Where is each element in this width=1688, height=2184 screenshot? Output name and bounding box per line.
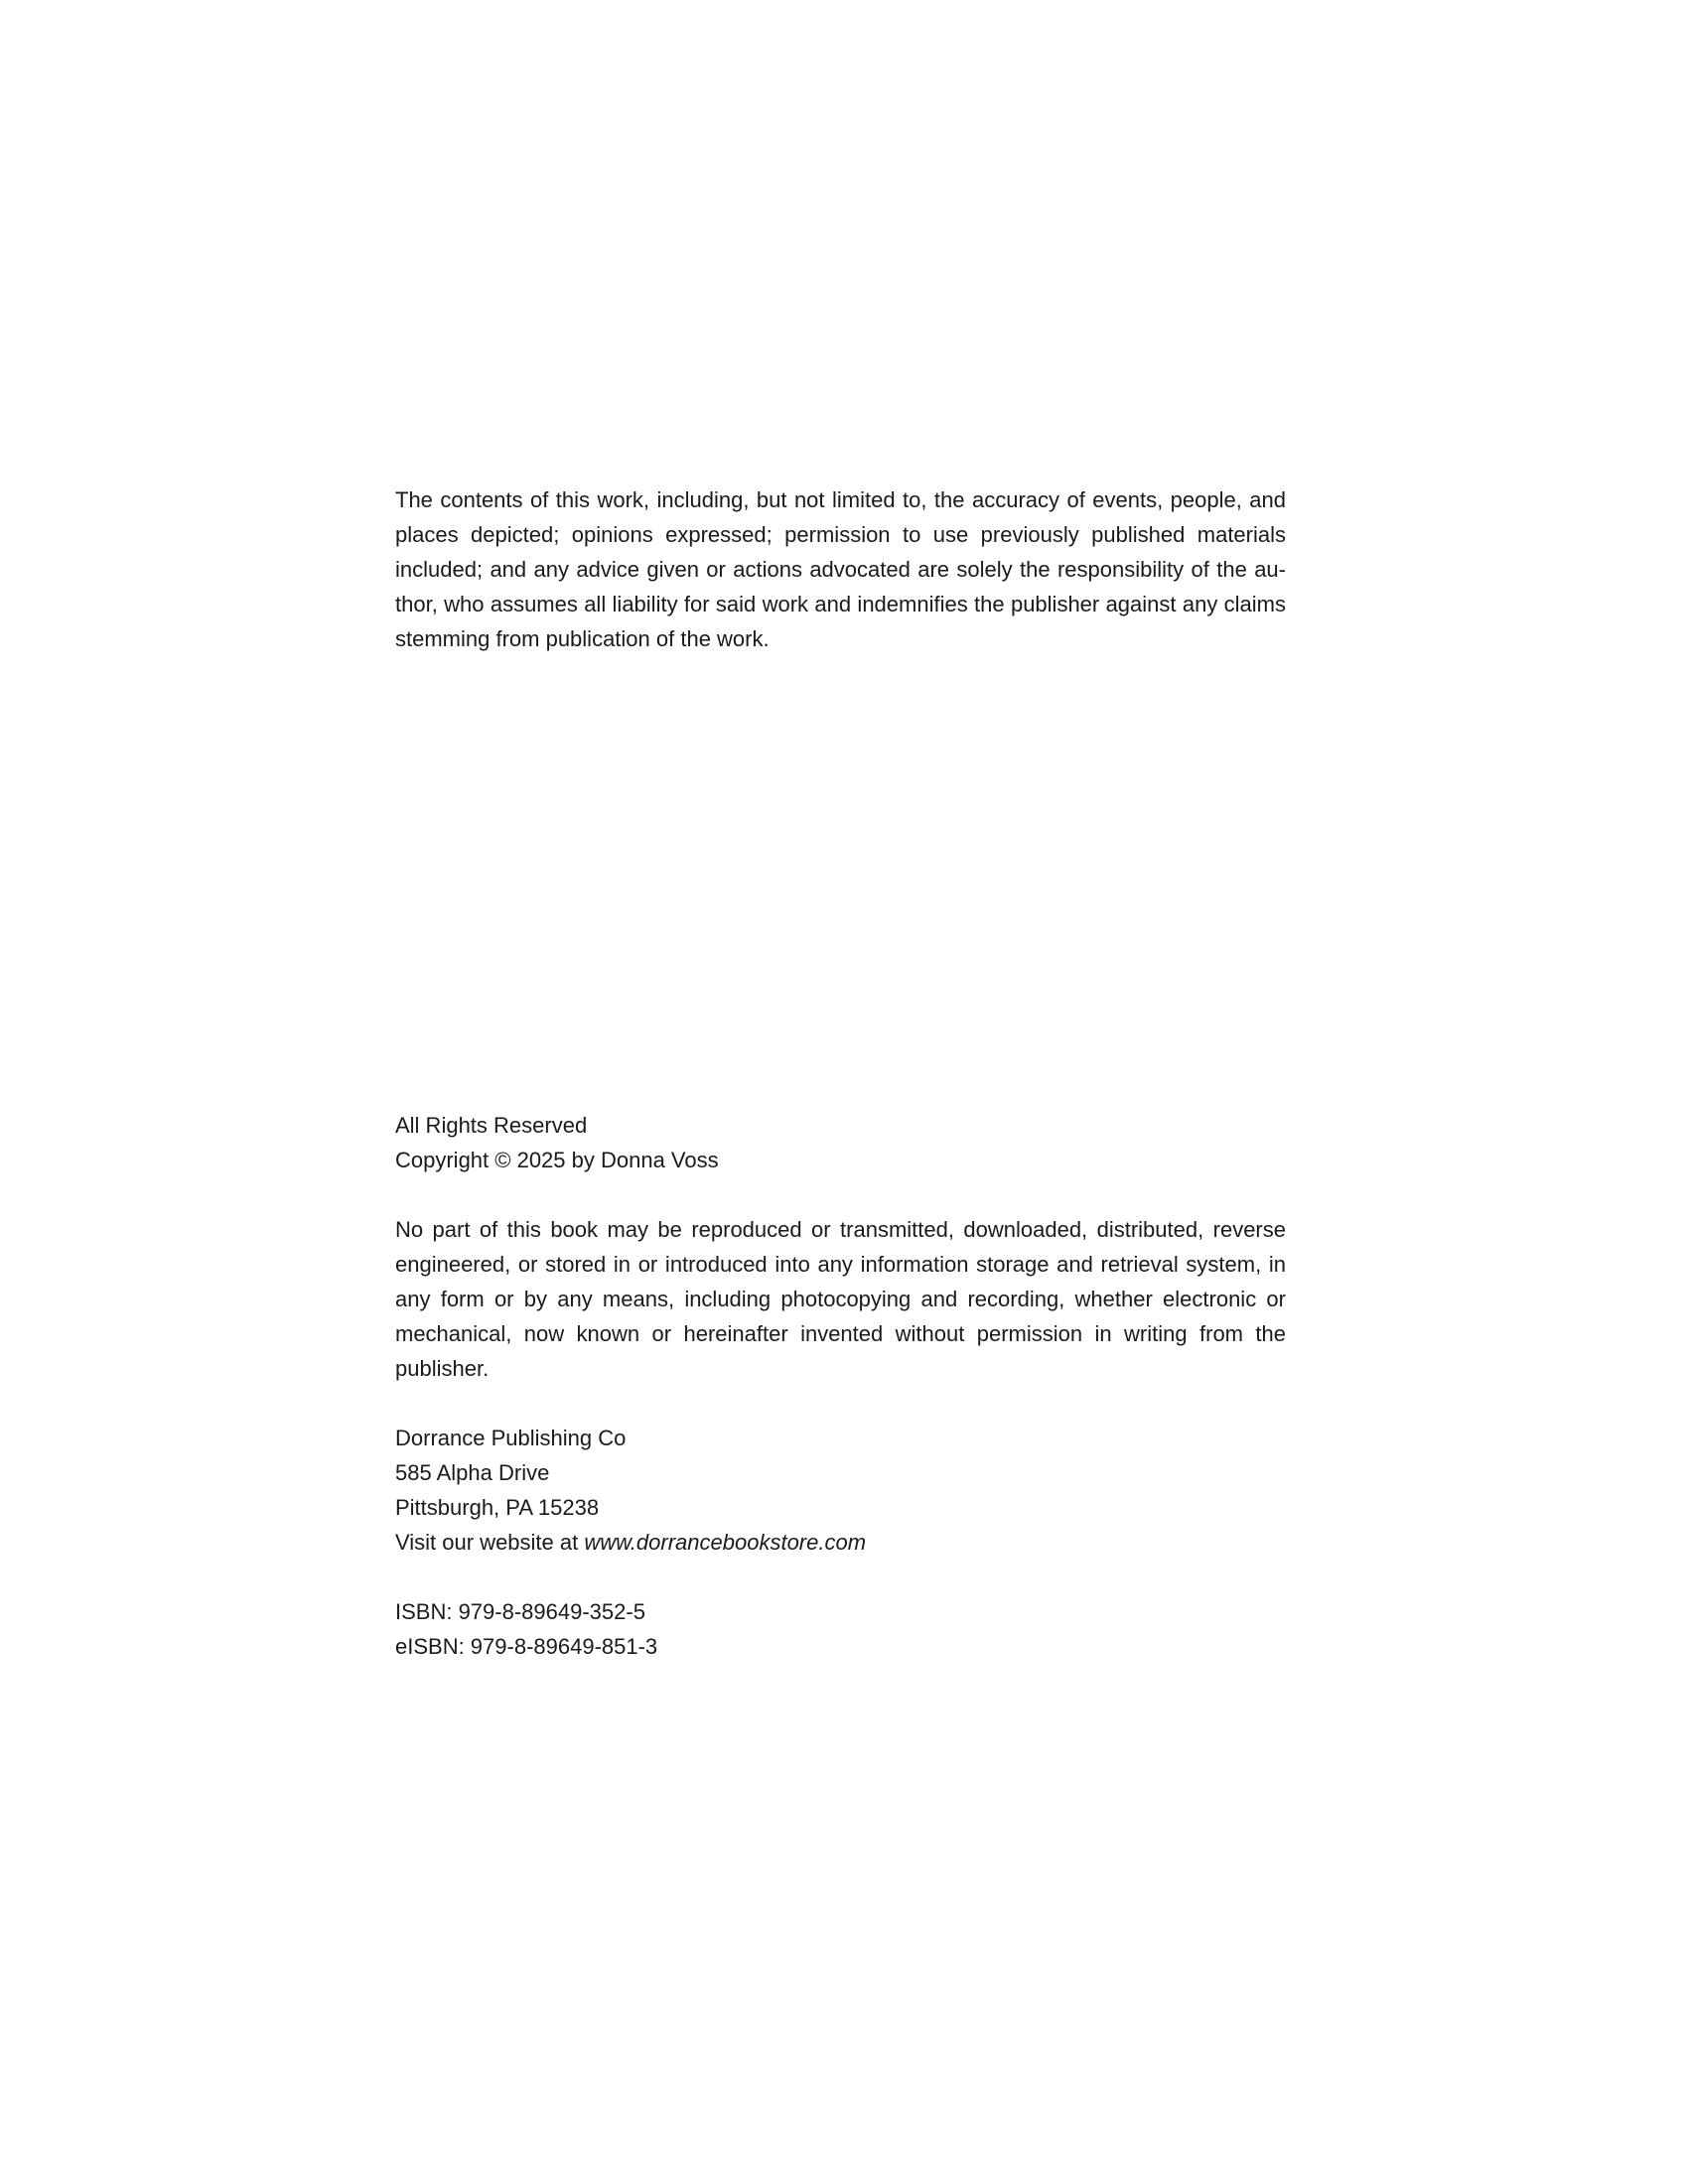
publisher-website-line	[395, 1525, 1286, 1560]
spacer	[395, 1560, 1286, 1594]
reproduction-notice: No part of this book may be reproduced or transmitted, downloaded, distributed, reverse engineered, or stored in or introduced into any information storage and retrieval system, in any form or by any means, including photocopying and recording, whether electronic or mechanical, now known or hereinafter invented without permission in writing from the publisher.	[395, 1217, 1286, 1381]
isbn-ebook: eISBN: 979-8-89649-851-3	[395, 1634, 658, 1659]
website-prefix: Visit our website at	[395, 1530, 585, 1555]
all-rights-reserved: All Rights Reserved	[395, 1113, 588, 1138]
spacer	[395, 1386, 1286, 1421]
publisher-city: Pittsburgh, PA 15238	[395, 1495, 600, 1520]
isbn-print: ISBN: 979-8-89649-352-5	[395, 1599, 645, 1624]
copyright-block	[395, 1108, 1286, 1664]
publisher-name: Dorrance Publishing Co	[395, 1426, 627, 1450]
spacer	[395, 1177, 1286, 1212]
website-link[interactable]: www.dorrancebookstore.com	[584, 1530, 867, 1555]
copyright-line: Copyright © 2025 by Donna Voss	[395, 1148, 719, 1172]
disclaimer-paragraph: The contents of this work, including, but not limited to, the accuracy of events, people, and places depicted; opinions expressed; permission to use previously published materials included; and any advice given or actions advocated are solely the responsibility of the author, who assumes all liability for said work and indemnifies the publisher against any claims stemming from publication of the work.	[395, 487, 1286, 651]
publisher-street: 585 Alpha Drive	[395, 1460, 550, 1485]
